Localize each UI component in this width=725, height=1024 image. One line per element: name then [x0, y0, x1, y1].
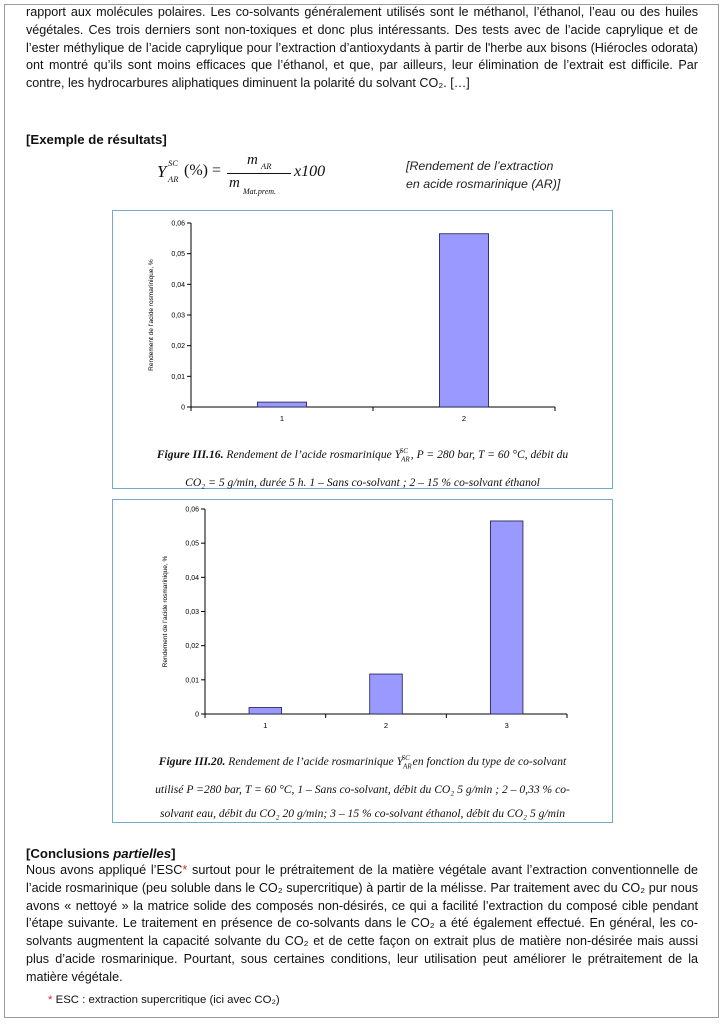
figure-iii-16-caption-line1: [113, 439, 612, 471]
y-tick-label: 0,05: [171, 251, 185, 259]
bar: [439, 234, 488, 407]
footnote-marker: *: [182, 863, 188, 877]
figure-iii-20-caption-b: en fonction du type de co-solvant: [409, 754, 567, 768]
formula-numerator: m: [247, 152, 258, 168]
y-tick-label: 0,03: [171, 312, 185, 320]
formula-note-line2: en acide rosmarinique (AR)]: [406, 177, 561, 191]
y-tick-label: 0,05: [185, 540, 199, 548]
formula-y: Y: [157, 162, 167, 181]
yield-symbol: $Y_{AR}^{SC}$: [394, 447, 410, 464]
y-tick-label: 0,04: [171, 281, 185, 289]
bar: [490, 521, 523, 714]
figure-iii-16: [112, 210, 613, 489]
formula-numerator-sub: AR: [261, 161, 272, 171]
footnote-text: ESC : extraction supercritique (ici avec CO₂): [52, 994, 280, 1006]
figure-iii-20-caption-a: Rendement de l’acide rosmarinique: [225, 754, 397, 768]
figure-iii-16-chart: [113, 211, 612, 441]
y-tick-label: 0,06: [171, 220, 185, 228]
bar: [370, 674, 403, 714]
y-tick-label: 0,04: [185, 574, 199, 582]
formula-y-sup: SC: [168, 158, 178, 168]
formula-note-line1: [Rendement de l’extraction: [406, 159, 554, 173]
figure-iii-16-caption-line2: CO₂ = 5 g/min, durée 5 h. 1 – Sans co-solvant ; 2 – 15 % co-solvant éthanol: [185, 476, 540, 490]
bar: [257, 402, 306, 407]
conclusions-heading-suffix: ]: [171, 846, 176, 861]
figure-iii-20: [112, 499, 613, 823]
footnote-star: *: [48, 994, 53, 1006]
figure-iii-20-caption-line1: [113, 746, 612, 778]
conclusions-heading: [26, 846, 176, 861]
results-heading: [Exemple de résultats]: [26, 132, 167, 147]
yield-formula: [155, 154, 355, 204]
x-tick-label: 1: [279, 414, 285, 423]
figure-iii-16-caption-b: , P = 280 bar, T = 60 °C, débit du: [407, 447, 569, 461]
y-axis-label: Rendement de l’acide rosmarinique, %: [162, 555, 169, 668]
conclusions-paragraph: [26, 862, 698, 987]
figure-iii-16-caption: [113, 439, 612, 495]
formula-note: [406, 157, 560, 193]
figure-iii-16-label: Figure III.16.: [156, 447, 224, 461]
conclusions-text-rest: surtout pour le prétraitement de la matière végétale avant l’extraction conventionnelle de l’acide rosmarinique (peu soluble dans le CO₂ supercritique) à partir de la mélisse. Par traitement avec du CO₂ pur nous avons « nettoyé » la matrice solide des composés non-désirés, ce qui a facilité l’extraction du composé cible pendant l’étape suivante. Le traitement en présence de co-solvants dans le CO₂ a été également effectué. En général, les co-solvants augmentent la capacité solvante du CO₂ et de cette façon on extrait plus de matière non-désirée mais aussi plus d’acide rosmarinique. Pourtant, sous certaines conditions, leur utilisation peut améliorer le prétraitement de la matière végétale.: [26, 863, 698, 984]
conclusions-heading-italic: partielles: [113, 846, 172, 861]
conclusions-heading-prefix: [Conclusions: [26, 846, 114, 861]
figure-iii-20-label: Figure III.20.: [158, 754, 226, 768]
figure-iii-20-caption-line2: utilisé P =280 bar, T = 60 °C, 1 – Sans co-solvant, débit du CO₂ 5 g/min ; 2 – 0,33 % co-: [155, 783, 570, 797]
x-tick-label: 1: [263, 721, 268, 730]
footnote: [48, 994, 280, 1006]
fraction-bar: [227, 173, 291, 174]
y-tick-label: 0: [195, 711, 199, 719]
y-tick-label: 0,02: [185, 643, 199, 651]
formula-denominator: m: [229, 175, 240, 191]
figure-iii-20-caption-line3: solvant eau, débit du CO₂ 20 g/min; 3 – 15 % co-solvant éthanol, débit du CO₂ 5 g/min: [159, 807, 566, 821]
x-tick-label: 3: [504, 721, 509, 730]
y-tick-label: 0,02: [171, 343, 185, 351]
formula-denominator-sub: Mat.prem.: [243, 187, 277, 196]
y-tick-label: 0: [181, 404, 185, 412]
y-tick-label: 0,01: [171, 373, 185, 381]
intro-paragraph: rapport aux molécules polaires. Les co-solvants généralement utilisés sont le méthanol, l’éthanol, l’eau ou des huiles végétales. Ces trois derniers sont non-toxiques et donc plus intéressants. Des tests avec de l’acide caprylique et de l’ester méthylique de l’acide caprylique pour l’extraction d’antioxydants à partir de l'herbe aux bisons (Hiérocles odorata) ont montré qu’ils sont moins efficaces que l’éthanol, et que, par ailleurs, leur élimination de l’extrait est difficile. Par contre, les hydrocarbures aliphatiques diminuent la polarité du solvant CO₂. […]: [26, 5, 698, 91]
bar: [249, 708, 282, 714]
x-tick-label: 2: [461, 414, 467, 423]
figure-iii-20-caption: [113, 746, 612, 826]
formula-unit: (%) =: [184, 162, 222, 179]
formula-multiplier: x100: [294, 163, 326, 180]
x-tick-label: 2: [383, 721, 389, 730]
formula-y-sub: AR: [168, 174, 179, 184]
yield-symbol: $Y_{AR}^{SC}$: [396, 754, 412, 771]
y-tick-label: 0,01: [185, 677, 199, 685]
y-tick-label: 0,06: [185, 506, 199, 514]
figure-iii-20-chart: [113, 500, 612, 740]
y-axis-label: Rendement de l’acide rosmarinique, %: [148, 259, 155, 371]
y-tick-label: 0,03: [185, 609, 199, 616]
conclusions-text-start: Nous avons appliqué l’ESC: [26, 863, 183, 877]
figure-iii-16-caption-a: Rendement de l’acide rosmarinique: [223, 447, 395, 461]
